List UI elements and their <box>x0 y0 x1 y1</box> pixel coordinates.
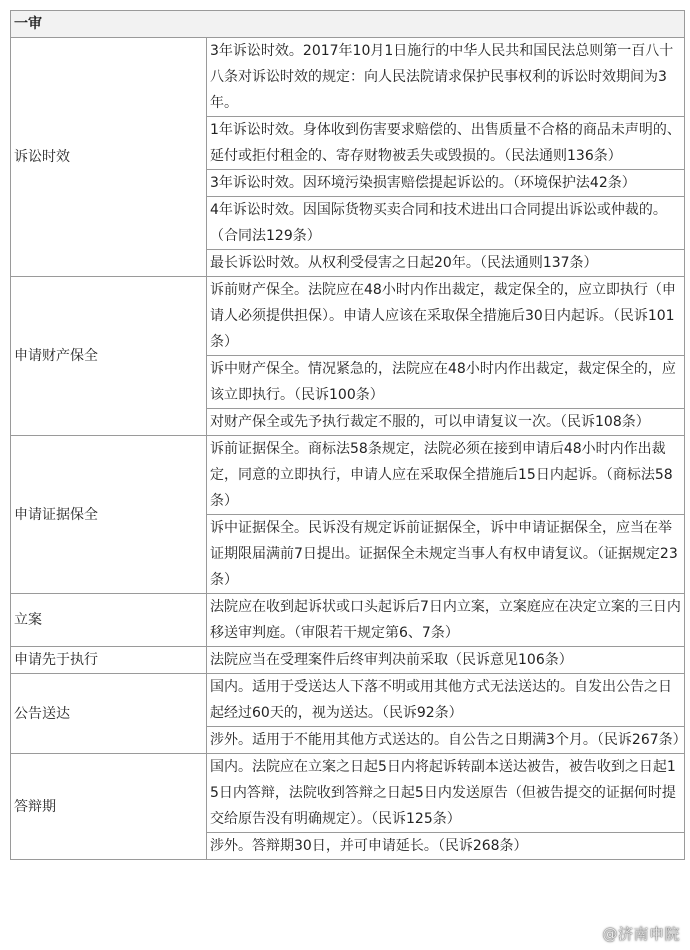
table-row <box>11 754 685 833</box>
table-row <box>11 647 685 674</box>
rule-cell: 国内。适用于受送达人下落不明或用其他方式无法送达的。自发出公告之日起经过60天的，视为送达。（民诉92条） <box>207 674 685 727</box>
category-cell: 诉讼时效 <box>11 38 207 277</box>
category-cell: 申请先于执行 <box>11 647 207 674</box>
rule-cell: 3年诉讼时效。2017年10月1日施行的中华人民共和国民法总则第一百八十八条对诉讼时效的规定：向人民法院请求保护民事权利的诉讼时效期间为3年。 <box>207 38 685 117</box>
category-cell: 申请证据保全 <box>11 436 207 594</box>
rule-cell: 涉外。答辩期30日，并可申请延长。（民诉268条） <box>207 833 685 860</box>
category-cell: 答辩期 <box>11 754 207 860</box>
rule-cell: 3年诉讼时效。因环境污染损害赔偿提起诉讼的。（环境保护法42条） <box>207 170 685 197</box>
category-cell: 公告送达 <box>11 674 207 754</box>
rule-cell: 法院应当在受理案件后终审判决前采取（民诉意见106条） <box>207 647 685 674</box>
litigation-deadline-table <box>10 10 685 860</box>
table-row <box>11 674 685 727</box>
rule-cell: 诉前证据保全。商标法58条规定，法院必须在接到申请后48小时内作出裁定，同意的立即执行，申请人应在采取保全措施后15日内起诉。（商标法58条） <box>207 436 685 515</box>
rule-cell: 涉外。适用于不能用其他方式送达的。自公告之日期满3个月。（民诉267条） <box>207 727 685 754</box>
table-header-row <box>11 11 685 38</box>
rule-cell: 诉中证据保全。民诉没有规定诉前证据保全，诉中申请证据保全，应当在举证期限届满前7日提出。证据保全未规定当事人有权申请复议。（证据规定23条） <box>207 515 685 594</box>
rule-cell: 国内。法院应在立案之日起5日内将起诉转副本送达被告，被告收到之日起15日内答辩，法院收到答辩之日起5日内发送原告（但被告提交的证据何时提交给原告没有明确规定）。（民诉125条） <box>207 754 685 833</box>
watermark: @济南申院 <box>602 925 680 943</box>
table-title: 一审 <box>11 11 685 38</box>
rule-cell: 4年诉讼时效。因国际货物买卖合同和技术进出口合同提出诉讼或仲裁的。（合同法129条） <box>207 197 685 250</box>
category-cell: 申请财产保全 <box>11 277 207 436</box>
category-cell: 立案 <box>11 594 207 647</box>
rule-cell: 最长诉讼时效。从权利受侵害之日起20年。（民法通则137条） <box>207 250 685 277</box>
table-row <box>11 38 685 117</box>
rule-cell: 法院应在收到起诉状或口头起诉后7日内立案，立案庭应在决定立案的三日内移送审判庭。（审限若干规定第6、7条） <box>207 594 685 647</box>
rule-cell: 1年诉讼时效。身体收到伤害要求赔偿的、出售质量不合格的商品未声明的、延付或拒付租金的、寄存财物被丢失或毁损的。（民法通则136条） <box>207 117 685 170</box>
table-row <box>11 277 685 356</box>
table-row <box>11 436 685 515</box>
table-row <box>11 594 685 647</box>
rule-cell: 诉中财产保全。情况紧急的，法院应在48小时内作出裁定，裁定保全的，应该立即执行。（民诉100条） <box>207 356 685 409</box>
rule-cell: 诉前财产保全。法院应在48小时内作出裁定，裁定保全的，应立即执行（申请人必须提供担保）。申请人应该在采取保全措施后30日内起诉。（民诉101条） <box>207 277 685 356</box>
rule-cell: 对财产保全或先予执行裁定不服的，可以申请复议一次。（民诉108条） <box>207 409 685 436</box>
